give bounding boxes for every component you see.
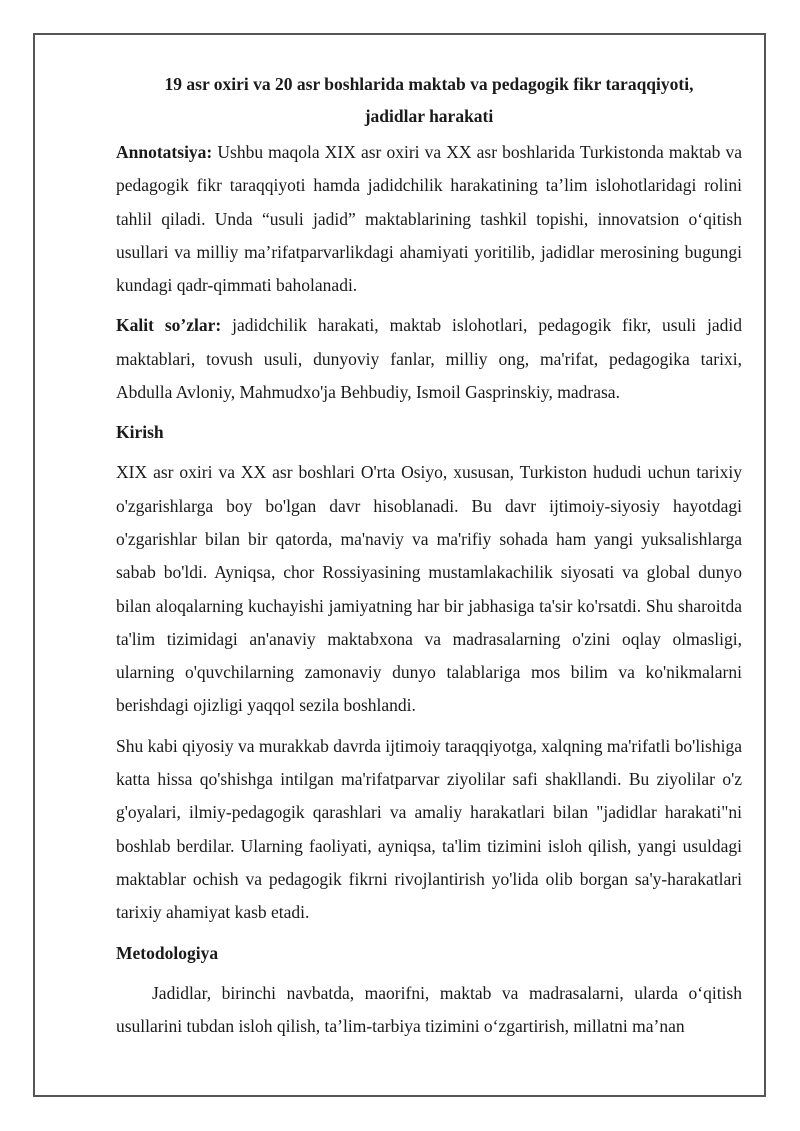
keywords-paragraph <box>116 309 742 409</box>
keywords-text: jadidchilik harakati, maktab islohotlari, pedagogik fikr, usuli jadid maktablari, tovush usuli, dunyoviy fanlar, milliy ong, ma'rifat, pedagogika tarixi, Abdulla Avloniy, Mahmudxo'ja Behbudiy, Ismoil Gasprinskiy, madrasa. <box>116 315 742 403</box>
intro-paragraph-2: Shu kabi qiyosiy va murakkab davrda ijtimoiy taraqqiyotga, xalqning ma'rifatli bo'lishiga katta hissa qo'shishga intilgan ma'rifatparvar ziyolilar safi shakllandi. Bu ziyolilar o'z g'oyalari, ilmiy-pedagogik qarashlari va amaliy harakatlari bilan "jadidlar harakati"ni boshlab berdilar. Ularning faoliyati, ayniqsa, ta'lim tizimini isloh qilish, yangi usuldagi maktablar ochish va pedagogik fikrni rivojlantirish yo'lida olib borgan sa'y-harakatlari tarixiy ahamiyat kasb etadi. <box>116 735 742 923</box>
annotation-paragraph <box>116 136 742 302</box>
intro-paragraph-1: XIX asr oxiri va XX asr boshlari O'rta Osiyo, xususan, Turkiston hududi uchun tarixiy o'zgarishlarga boy bo'lgan davr hisoblanadi. Bu davr ijtimoiy-siyosiy hayotdagi o'zgarishlar bilan bir qatorda, ma'naviy va ma'rifiy sohada ham yangi yuksalishlarga sabab bo'ldi. Ayniqsa, chor Rossiyasining mustamlakachilik siyosati va global dunyo bilan aloqalarning kuchayishi jamiyatning har bir jabhasiga ta'sir ko'rsatdi. Shu sharoitda ta'lim tizimidagi an'anaviy maktabxona va madrasalarning o'zini oqlay olmasligi, ularning o'quvchilarning zamonaviy dunyo talablariga mos bilim va ko'nikmalarni berishdagi ojizligi yaqqol sezila boshlandi. <box>116 462 742 716</box>
annotation-label: Annotatsiya: <box>116 142 213 162</box>
keywords-label: Kalit so’zlar: <box>116 315 222 336</box>
title-line-1: 19 asr oxiri va 20 asr boshlarida maktab va pedagogik fikr taraqqiyoti, <box>164 74 694 94</box>
intro-heading: Kirish <box>116 422 164 443</box>
methodology-paragraph-1: Jadidlar, birinchi navbatda, maorifni, maktab va madrasalarni, ularda o‘qitish usullarini tubdan isloh qilish, ta’lim-tarbiya tizimini o‘zgartirish, millatni ma’nan <box>116 982 742 1036</box>
document-body <box>116 68 742 1050</box>
title-line-2: jadidlar harakati <box>364 106 494 126</box>
annotation-text: Ushbu maqola XIX asr oxiri va XX asr boshlarida Turkistonda maktab va pedagogik fikr taraqqiyoti hamda jadidchilik harakatining ta’lim islohotlaridagi rolini tahlil qiladi. Unda “usuli jadid” maktablarining tashkil topishi, innovatsion o‘qitish usullari va milliy ma’rifatparvarlikdagi ahamiyati yoritilib, jadidlar merosining bugungi kundagi qadr-qimmati baholanadi. <box>116 142 742 296</box>
document-title <box>116 68 742 132</box>
methodology-heading: Metodologiya <box>116 942 219 963</box>
